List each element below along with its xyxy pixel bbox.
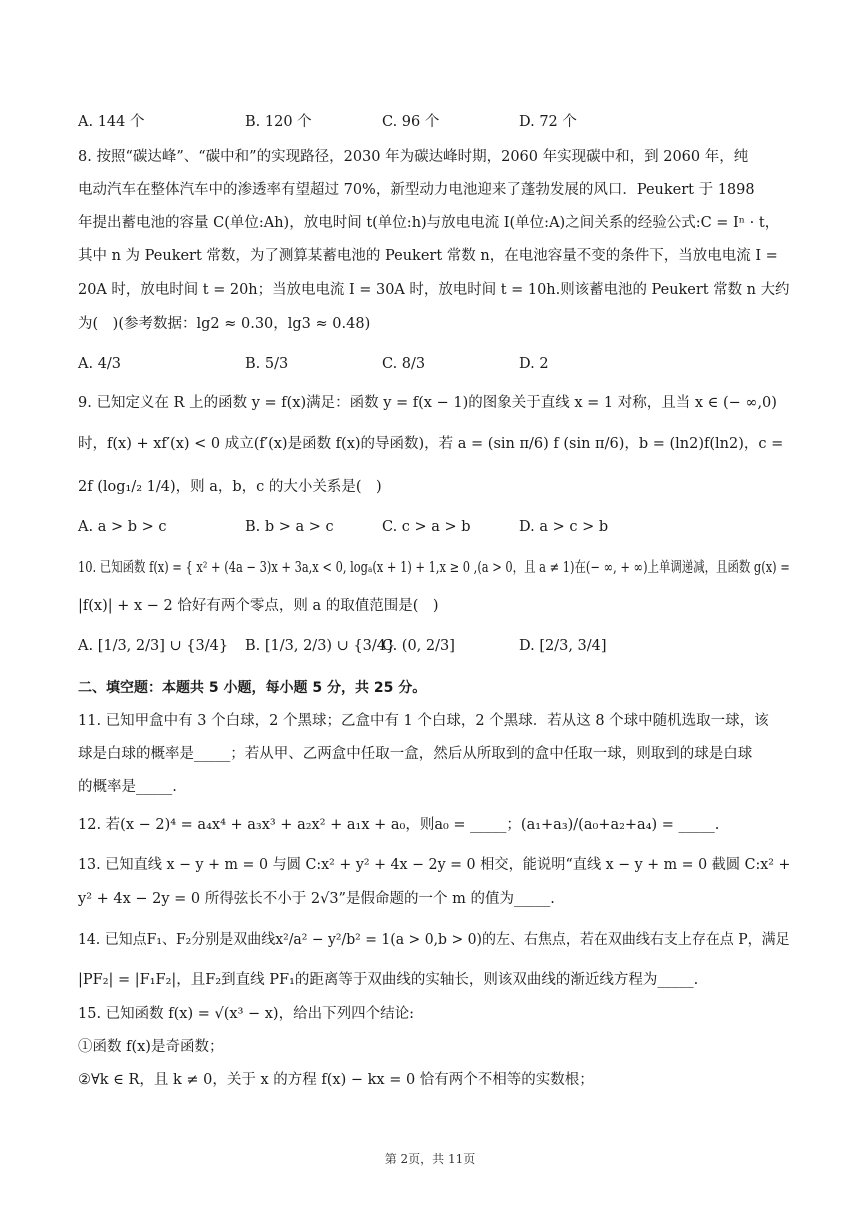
q8-option-a: A. 4/3 [78,356,122,372]
q11-line-2: 球是白球的概率是_____；若从甲、乙两盒中任取一盒，然后从所取到的盒中任取一球，则取到的球是白球 [78,746,753,762]
q8-line-1: 8. 按照“碳达峰”、“碳中和”的实现路径，2030 年为碳达峰时期，2060 年实现碳中和，到 2060 年，纯 [78,149,749,165]
q8-option-c: C. 8/3 [382,356,426,372]
q13-line-2: y² + 4x − 2y = 0 所得弦长不小于 2√3”是假命题的一个 m 的值为_____. [78,891,555,907]
q8-option-b: B. 5/3 [245,356,289,372]
q8-line-3: 年提出蓄电池的容量 C(单位:Ah)，放电时间 t(单位:h)与放电电流 I(单位:A)之间关系的经验公式:C = Iⁿ · t， [78,215,780,231]
q13-line-1: 13. 已知直线 x − y + m = 0 与圆 C:x² + y² + 4x − 2y = 0 相交，能说明“直线 x − y + m = 0 截圆 C:x² + [78,857,791,873]
q12-line-1: 12. 若(x − 2)⁴ = a₄x⁴ + a₃x³ + a₂x² + a₁x + a₀，则a₀ = _____；(a₁+a₃)/(a₀+a₂+a₄) = _____. [78,817,720,833]
q8-line-6: 为( )(参考数据：lg2 ≈ 0.30，lg3 ≈ 0.48) [78,316,371,332]
q10-option-b: B. [1/3, 2/3) ∪ {3/4} [245,638,396,654]
q8-option-d: D. 2 [519,356,549,372]
q7-option-c: C. 96 个 [382,114,440,130]
q15-line-1: 15. 已知函数 f(x) = √(x³ − x)，给出下列四个结论: [78,1006,414,1022]
q9-options [78,515,778,539]
q8-line-2: 电动汽车在整体汽车中的渗透率有望超过 70%，新型动力电池迎来了蓬勃发展的风口．Peukert 于 1898 [78,182,755,198]
q15-line-2: ①函数 f(x)是奇函数； [78,1039,224,1055]
q10-options [78,634,778,658]
section-heading-fill-in: 二、填空题：本题共 5 小题，每小题 5 分，共 25 分。 [78,680,427,696]
q9-option-a: A. a > b > c [78,519,167,535]
q10-option-d: D. [2/3, 3/4] [519,638,607,654]
q14-line-1: 14. 已知点F₁、F₂分别是双曲线x²/a² − y²/b² = 1(a > 0,b > 0)的左、右焦点，若在双曲线右支上存在点 P，满足 [78,932,790,948]
q9-line-1: 9. 已知定义在 R 上的函数 y = f(x)满足：函数 y = f(x − 1)的图象关于直线 x = 1 对称，且当 x ∈ (− ∞,0) [78,395,777,411]
q7-option-a: A. 144 个 [78,114,145,130]
q7-option-d: D. 72 个 [519,114,577,130]
q11-line-3: 的概率是_____. [78,779,177,795]
q7-option-b: B. 120 个 [245,114,312,130]
q10-line-2: |f(x)| + x − 2 恰好有两个零点，则 a 的取值范围是( ) [78,598,439,614]
q10-line-1: 10. 已知函数 f(x) = { x² + (4a − 3)x + 3a,x < 0, logₐ(x + 1) + 1,x ≥ 0 ,(a > 0，且 a ≠ 1)在(− ∞, + ∞)上单调递减，且函数 g(x) = [78,560,790,576]
page-footer: 第 2页，共 11页 [384,1152,476,1166]
q10-option-c: C. (0, 2/3] [382,638,455,654]
q9-option-d: D. a > c > b [519,519,609,535]
q9-option-b: B. b > a > c [245,519,334,535]
q7-options [78,110,778,134]
q8-line-4: 其中 n 为 Peukert 常数，为了测算某蓄电池的 Peukert 常数 n，在电池容量不变的条件下，当放电电流 I = [78,248,778,264]
q11-line-1: 11. 已知甲盒中有 3 个白球，2 个黑球；乙盒中有 1 个白球，2 个黑球．若从这 8 个球中随机选取一球，该 [78,713,769,729]
q8-line-5: 20A 时，放电时间 t = 20h；当放电电流 I = 30A 时，放电时间 t = 10h.则该蓄电池的 Peukert 常数 n 大约 [78,282,790,298]
q8-options [78,352,778,376]
q9-line-3: 2f (log₁/₂ 1/4)，则 a，b，c 的大小关系是( ) [78,479,382,495]
q15-line-3: ②∀k ∈ R，且 k ≠ 0，关于 x 的方程 f(x) − kx = 0 恰有两个不相等的实数根； [78,1072,594,1088]
q9-line-2: 时，f(x) + xf′(x) < 0 成立(f′(x)是函数 f(x)的导函数)，若 a = (sin π/6) f (sin π/6)，b = (ln2)f(ln2)，c = [78,436,784,452]
q10-option-a: A. [1/3, 2/3] ∪ {3/4} [78,638,229,654]
q9-option-c: C. c > a > b [382,519,471,535]
q14-line-2: |PF₂| = |F₁F₂|，且F₂到直线 PF₁的距离等于双曲线的实轴长，则该双曲线的渐近线方程为_____. [78,972,699,988]
